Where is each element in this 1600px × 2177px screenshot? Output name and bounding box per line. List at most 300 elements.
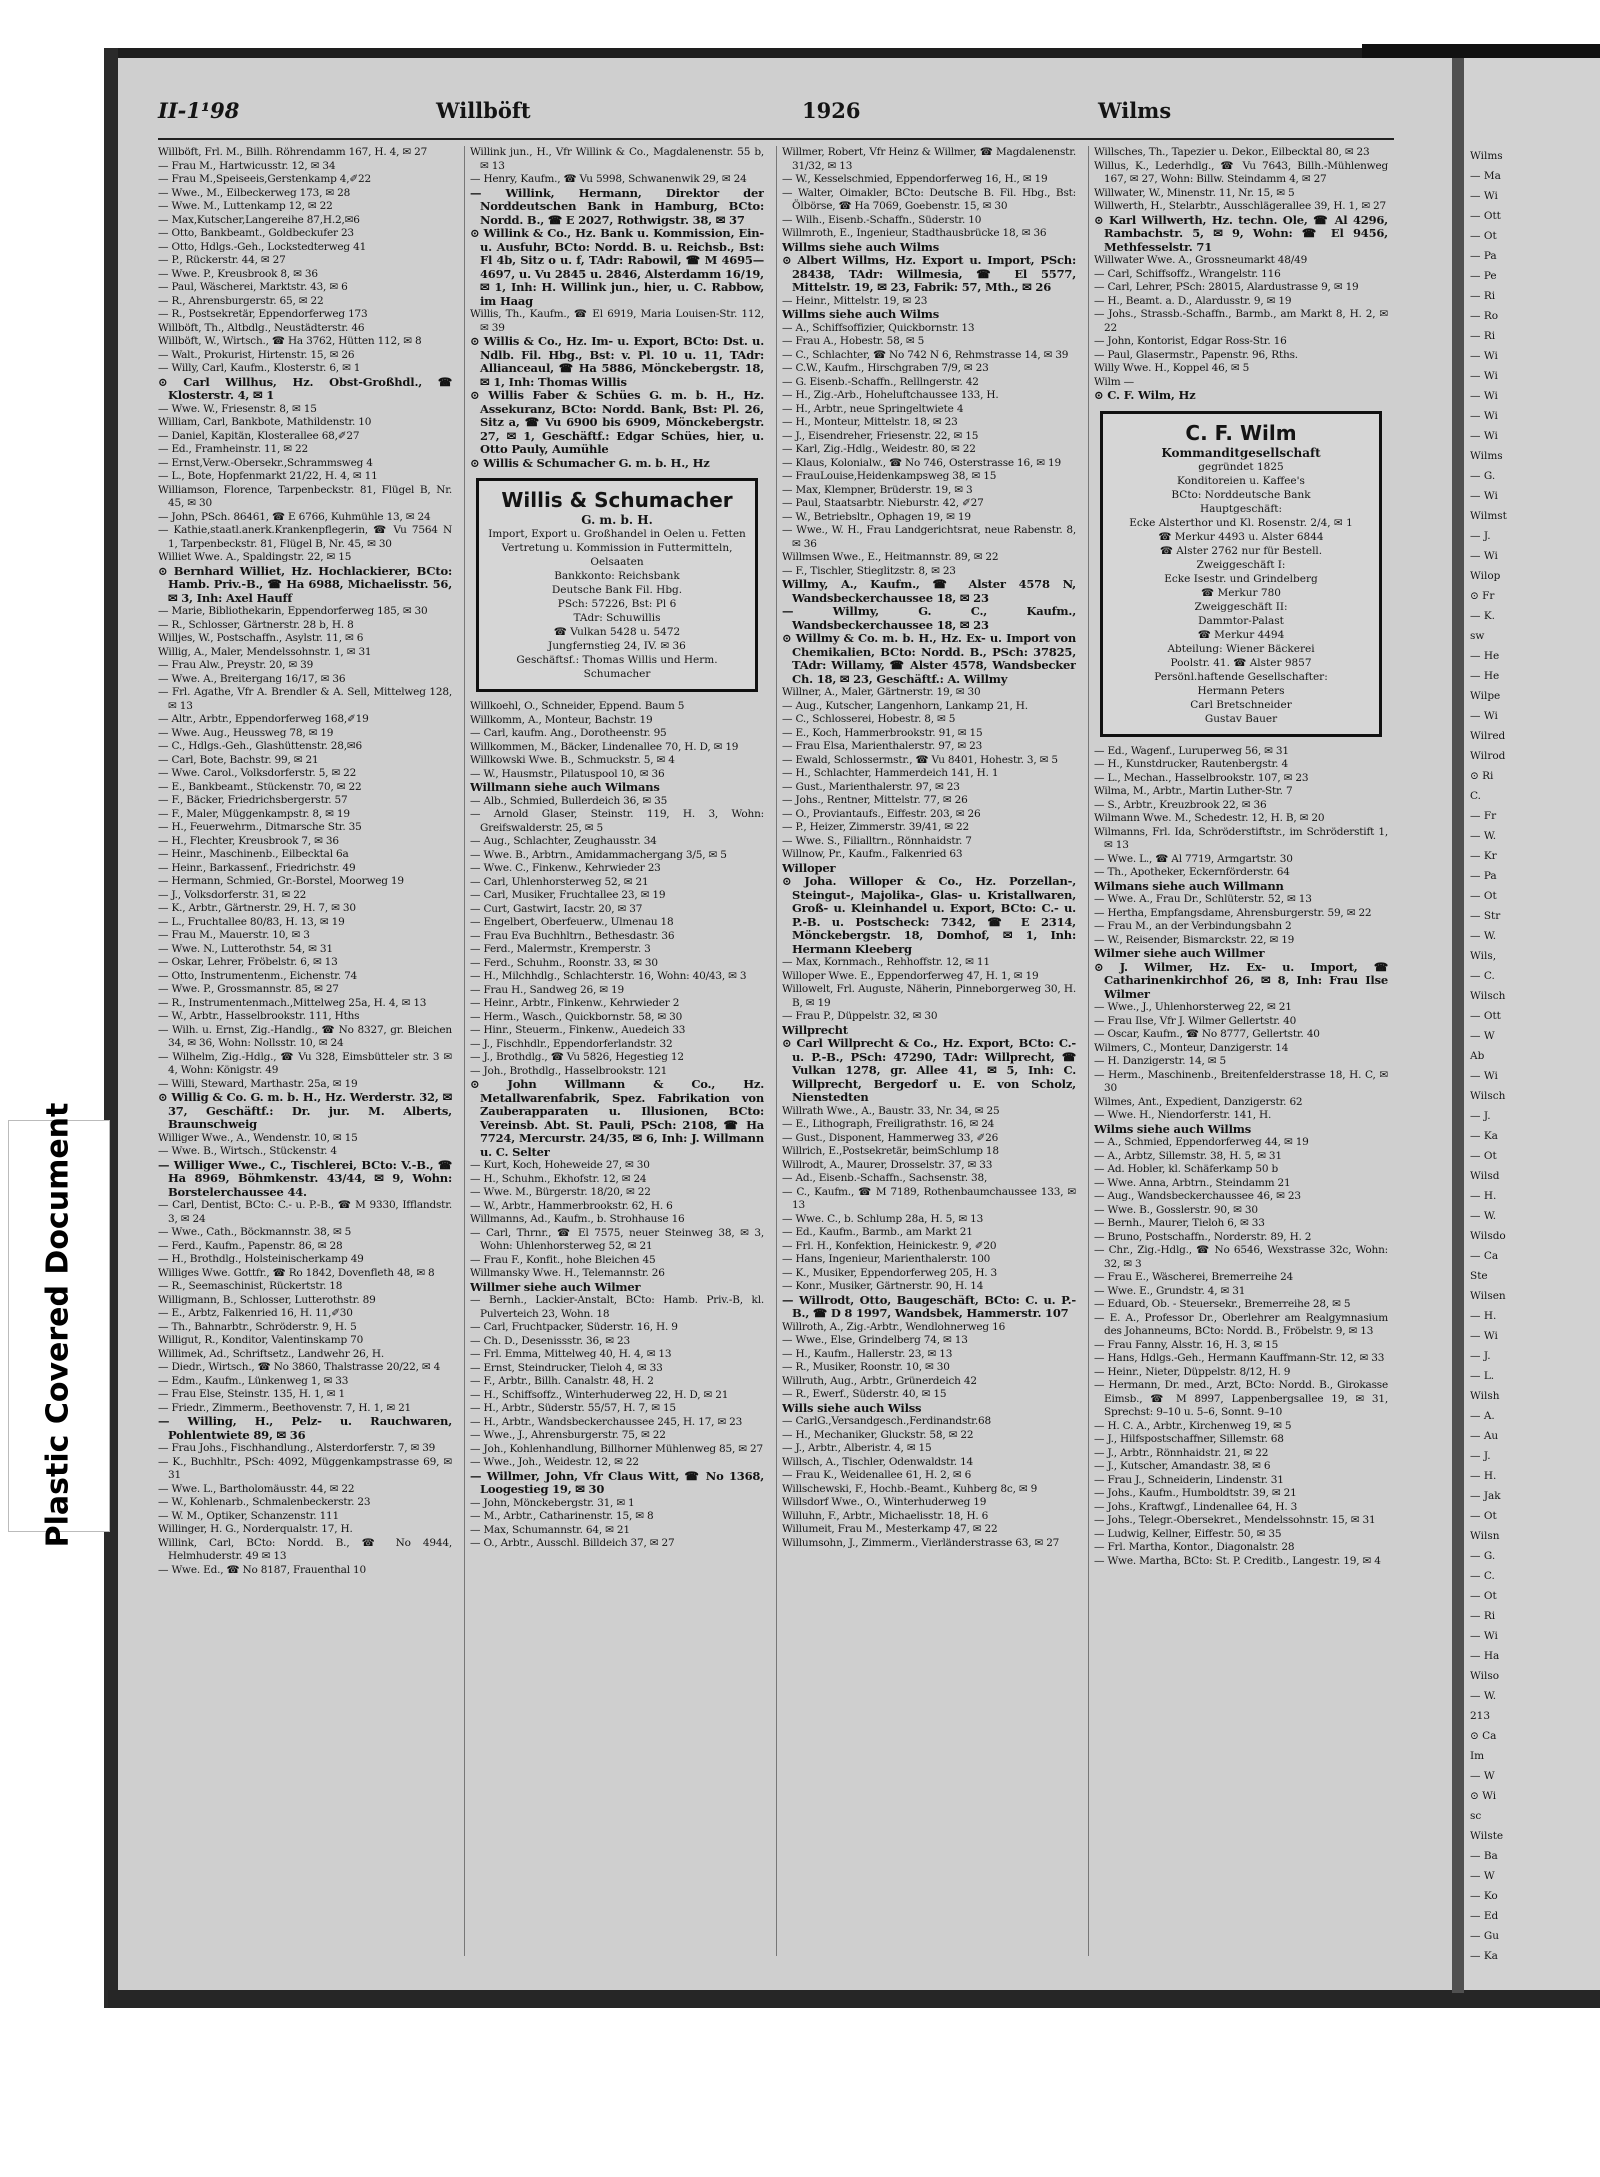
directory-entry: Willms siehe auch Wilms [782, 239, 939, 254]
directory-entry: — Wwe. Aug., Heussweg 78, ✉ 19 [158, 726, 334, 739]
directory-entry: — C., Hdlgs.-Geh., Glashüttenstr. 28,✉6 [158, 740, 362, 752]
next-page-line: — Pe [1470, 270, 1497, 282]
directory-entry: — C., Schlachter, ☎ No 742 N 6, Rehmstrasse 14, ✉ 39 [782, 348, 1069, 361]
next-page-line: — Wi [1470, 1070, 1498, 1082]
directory-entry: — Th., Bahnarbtr., Schröderstr. 9, H. 5 [158, 1320, 357, 1333]
next-page-line: Wilsen [1470, 1290, 1506, 1302]
next-page-line: 213 [1470, 1710, 1491, 1722]
advertisement-line: TAdr: Schuwillis [573, 612, 661, 624]
directory-entry: — W., Reisender, Bismarckstr. 22, ✉ 19 [1094, 933, 1295, 946]
directory-entry: — Frau A., Hobestr. 58, ✉ 5 [782, 335, 925, 347]
next-page-line: — J. [1470, 1450, 1491, 1462]
directory-entry: — K., Musiker, Eppendorferweg 205, H. 3 [782, 1266, 998, 1279]
next-page-line: Wilpe [1470, 690, 1501, 702]
directory-entry: — Carl, Schiffsoffz., Wrangelstr. 116 [1094, 267, 1281, 280]
next-page-line: — J. [1470, 1350, 1491, 1362]
directory-entry: — R., Schlosser, Gärtnerstr. 28 b, H. 8 [158, 618, 354, 631]
directory-entry: Willy Wwe. H., Koppel 46, ✉ 5 [1094, 362, 1250, 374]
next-page-line: Wilsd [1470, 1170, 1500, 1182]
directory-entry: — Johs., Rentner, Mittelstr. 77, ✉ 26 [782, 794, 968, 806]
directory-entry: — Hans, Hdlgs.-Geh., Hermann Kauffmann-Str. 12, ✉ 33 [1094, 1352, 1385, 1364]
directory-entry: — John, Mönckebergstr. 31, ✉ 1 [470, 1496, 635, 1509]
directory-entry: Willner, A., Maler, Gärtnerstr. 19, ✉ 30 [782, 686, 981, 698]
directory-entry: — Kathie,staatl.anerk.Krankenpflegerin, ☎ Vu 7564 N 1, Tarpenbeckstr. 81, Flügel B, Nr. 45, ✉ 30 [158, 524, 452, 550]
directory-entry: — W., Kesselschmied, Eppendorferweg 16, H., ✉ 19 [782, 173, 1048, 185]
directory-entry: — Willrodt, Otto, Baugeschäft, BCto: C. u. P.-B., ☎ D 8 1997, Wandsbek, Hammerstr. 107 [782, 1292, 1076, 1320]
directory-entry: — Diedr., Wirtsch., ☎ No 3860, Thalstrasse 20/22, ✉ 4 [158, 1361, 441, 1373]
directory-entry: — H., Kaufm., Hallerstr. 23, ✉ 13 [782, 1347, 953, 1360]
directory-entry: — Hermann, Schmied, Gr.-Borstel, Moorweg 19 [158, 875, 404, 887]
directory-entry: — Willink, Hermann, Direktor der Norddeutschen Bank in Hamburg, BCto: Nordd. B., ☎ E 2027, Rothwigstr. 38, ✉ 37 [470, 185, 764, 227]
directory-entry: — E., Arbtz, Falkenried 16, H. 11,✐30 [158, 1307, 353, 1319]
next-page-line: — Ot [1470, 1590, 1497, 1602]
directory-entry: — K., Arbtr., Gärtnerstr. 29, H. 7, ✉ 30 [158, 902, 356, 914]
directory-entry: — John, Kontorist, Edgar Ross-Str. 16 [1094, 335, 1287, 347]
directory-entry: Willböft, Frl. M., Billh. Röhrendamm 167, H. 4, ✉ 27 [158, 146, 428, 158]
next-page-line: ⊙ Ri [1470, 770, 1494, 782]
next-page-line: — W. [1470, 830, 1497, 842]
next-page-line: sw [1470, 630, 1485, 642]
directory-entry: — P., Heizer, Zimmerstr. 39/41, ✉ 22 [782, 821, 969, 833]
next-page-line: — Wi [1470, 410, 1498, 422]
directory-entry: — R., Instrumentenmach.,Mittelweg 25a, H. 4, ✉ 13 [158, 996, 427, 1009]
directory-entry: — H., Arbtr., neue Springeltwiete 4 [782, 402, 964, 415]
directory-entry: — Frau H., Sandweg 26, ✉ 19 [470, 983, 625, 996]
directory-entry: — W., Kohlenarb., Schmalenbeckerstr. 23 [158, 1496, 371, 1508]
directory-entry: — H., Arbtr., Wandsbeckerchaussee 245, H. 17, ✉ 23 [470, 1415, 743, 1428]
advertisement-line: Import, Export u. Großhandel in Oelen u. Fetten [488, 528, 746, 540]
directory-entry: Willigmann, B., Schlosser, Lutterothstr. 89 [158, 1293, 376, 1306]
directory-entry: — H., Schlachter, Hammerdeich 141, H. 1 [782, 767, 999, 779]
directory-entry: — H., Brothdlg., Holsteinischerkamp 49 [158, 1253, 364, 1265]
directory-entry: ⊙ Willis & Co., Hz. Im- u. Export, BCto: Dst. u. Ndlb. Fil. Hbg., Bst: v. Pl. 10 u. 11, TAdr: Allianceaul, ☎ Ha 5886, Mönckebergstr. 18, ✉ 1, Inh: Thomas Willis [470, 334, 764, 389]
directory-entry: Willumsohn, J., Zimmerm., Vierländerstrasse 63, ✉ 27 [782, 1536, 1060, 1549]
next-page-line: Wilop [1470, 570, 1501, 582]
directory-entry: Willumeit, Frau M., Mesterkamp 47, ✉ 22 [782, 1523, 998, 1535]
directory-entry: — Hinr., Steuerm., Finkenw., Auedeich 33 [470, 1024, 686, 1036]
directory-entry: — Frl. H., Konfektion, Heinickestr. 9, ✐20 [782, 1239, 997, 1252]
advertisement-line: Dammtor-Palast [1198, 614, 1284, 627]
next-page-line: Wilred [1470, 730, 1506, 742]
next-page-line: Wils, [1470, 950, 1497, 962]
directory-entry: — Wwe. P., Kreusbrook 8, ✉ 36 [158, 267, 318, 280]
directory-entry: — Karl, Zig.-Hdlg., Weidestr. 80, ✉ 22 [782, 443, 976, 455]
directory-entry: ⊙ Willig & Co. G. m. b. H., Hz. Werderstr. 32, ✉ 37, Geschäftf.: Dr. jur. M. Alberts, Braunschweig [158, 1090, 452, 1131]
directory-entry: — Ludwig, Kellner, Eiffestr. 50, ✉ 35 [1094, 1527, 1282, 1540]
directory-entry: — Ferd., Malermstr., Kremperstr. 3 [470, 943, 651, 955]
directory-entry: Willinger, H. G., Norderqualstr. 17, H. [158, 1523, 353, 1535]
directory-entry: — Alb., Schmied, Bullerdeich 36, ✉ 35 [470, 794, 668, 807]
directory-entry: — Wilhelm, Zig.-Hdlg., ☎ Vu 328, Eimsbütteler str. 3 ✉ 4, Wohn: Königstr. 49 [158, 1050, 452, 1076]
next-page-line: — Ot [1470, 1510, 1497, 1522]
directory-entry: Willuhn, F., Arbtr., Michaelisstr. 18, H. 6 [782, 1509, 989, 1522]
directory-entry: — E., Bankbeamt., Stückenstr. 70, ✉ 22 [158, 780, 362, 793]
advertisement-subtitle: G. m. b. H. [581, 513, 653, 527]
next-page-line: — Ot [1470, 230, 1497, 242]
directory-entry: — Hertha, Empfangsdame, Ahrensburgerstr. 59, ✉ 22 [1094, 906, 1372, 919]
directory-entry: — R., Ahrensburgerstr. 65, ✉ 22 [158, 294, 324, 307]
next-page-line: — C. [1470, 1570, 1495, 1582]
directory-entry: — W., Arbtr., Hasselbrookstr. 111, Hths [158, 1010, 360, 1022]
next-page-sliver [1464, 58, 1600, 1990]
plastic-label-text: Plastic Covered Document [40, 1102, 76, 1548]
directory-entry: — Wwe. B., Gosslerstr. 90, ✉ 30 [1094, 1203, 1258, 1216]
next-page-line: — Ba [1470, 1850, 1498, 1862]
directory-entry: — Heinr., Nieter, Düppelstr. 8/12, H. 9 [1094, 1365, 1291, 1378]
directory-entry: — H., Zig.-Arb., Hoheluftchaussee 133, H. [782, 389, 999, 401]
next-page-line: sc [1470, 1810, 1482, 1822]
directory-entry: — Willy, Carl, Kaufm., Klosterstr. 6, ✉ 1 [158, 362, 361, 374]
directory-entry: — Ed., Framheinstr. 11, ✉ 22 [158, 443, 308, 455]
next-page-line: — Ma [1470, 170, 1501, 182]
advertisement-line: Zweiggeschäft II: [1194, 600, 1288, 613]
directory-entry: Wilmes, Ant., Expedient, Danzigerstr. 62 [1094, 1095, 1303, 1108]
directory-entry: Willimek, Ad., Schriftsetz., Landwehr 26, H. [158, 1347, 385, 1360]
directory-entry: — Frau K., Weidenallee 61, H. 2, ✉ 6 [782, 1469, 972, 1481]
next-page-line: Wilmst [1470, 510, 1507, 522]
directory-entry: — J., Volksdorferstr. 31, ✉ 22 [158, 888, 307, 901]
directory-entry: — Otto, Instrumentenm., Eichenstr. 74 [158, 969, 358, 982]
directory-entry: Willmer, Robert, Vfr Heinz & Willmer, ☎ Magdalenenstr. 31/32, ✉ 13 [782, 146, 1076, 172]
column-divider [776, 146, 777, 1956]
directory-entry: — Aug., Schlachter, Zeughausstr. 34 [470, 835, 657, 847]
directory-entry: — Wwe. L., ☎ Al 7719, Armgartstr. 30 [1094, 852, 1293, 865]
next-page-line: — K. [1470, 610, 1496, 622]
directory-entry: — Heinr., Arbtr., Finkenw., Kehrwieder 2 [470, 997, 680, 1009]
page-gutter [1452, 58, 1464, 1993]
next-page-line: — Wi [1470, 490, 1498, 502]
directory-entry: Willkommen, M., Bäcker, Lindenallee 70, H. D, ✉ 19 [470, 740, 739, 753]
advertisement-line: ☎ Merkur 4494 [1197, 628, 1285, 641]
directory-entry: — Hermann, Dr. med., Arzt, BCto: Nordd. B., Girokasse Eimsb., ☎ M 8997, Lappenbergsallee 19, ✉ 31, Sprechst: 9–10 u. 5–6, Sonnt. 9–10 [1094, 1379, 1388, 1418]
advertisement-line: ☎ Merkur 4493 u. Alster 6844 [1158, 530, 1324, 543]
directory-entry: Willroth, A., Zig.-Arbtr., Wendlohnerweg 16 [782, 1320, 1006, 1333]
directory-entry: — W., Arbtr., Hammerbrookstr. 62, H. 6 [470, 1199, 673, 1212]
advertisement-line: gegründet 1825 [1198, 460, 1284, 473]
directory-entry: Willkowski Wwe. B., Schmuckstr. 5, ✉ 4 [470, 754, 675, 766]
advertisement-line: PSch: 57226, Bst: Pl 6 [557, 598, 677, 610]
directory-entry: — Frau M.,Speiseeis,Gerstenkamp 4,✐22 [158, 173, 371, 185]
directory-entry: — H., Milchhdlg., Schlachterstr. 16, Wohn: 40/43, ✉ 3 [470, 970, 747, 982]
scan-edge-left [104, 48, 118, 2008]
directory-entry: — H., Mechaniker, Gluckstr. 58, ✉ 22 [782, 1428, 974, 1441]
directory-entry: — Wwe. N., Lutterothstr. 54, ✉ 31 [158, 942, 333, 955]
directory-entry: — H., Arbtr., Süderstr. 55/57, H. 7, ✉ 15 [470, 1402, 676, 1414]
next-page-line: — W [1470, 1030, 1495, 1042]
advertisement-line: Bankkonto: Reichsbank [554, 570, 680, 582]
directory-entry: Willowelt, Frl. Auguste, Näherin, Pinneborgerweg 30, H. B, ✉ 19 [782, 983, 1076, 1009]
directory-entry: — F., Arbtr., Billh. Canalstr. 48, H. 2 [470, 1375, 654, 1387]
next-page-line: — Ri [1470, 330, 1496, 342]
directory-entry: — Frau Alw., Preystr. 20, ✉ 39 [158, 659, 314, 671]
advertisement-subtitle: Kommanditgesellschaft [1161, 445, 1321, 460]
directory-entry: — Ferd., Schuhm., Roonstr. 33, ✉ 30 [470, 956, 658, 969]
directory-entry: Wilmans siehe auch Willmann [1094, 878, 1284, 893]
directory-entry: — Wwe. Martha, BCto: St. P. Creditb., Langestr. 19, ✉ 4 [1094, 1554, 1381, 1567]
directory-entry: — Heinr., Mittelstr. 19, ✉ 23 [782, 294, 928, 307]
next-page-line: — Ot [1470, 890, 1497, 902]
directory-entry: — Wwe. C., b. Schlump 28a, H. 5, ✉ 13 [782, 1212, 984, 1225]
next-page-line: Wilsn [1470, 1530, 1500, 1542]
next-page-line: Ste [1470, 1270, 1488, 1282]
directory-entry: Willus, K., Lederhdlg., ☎ Vu 7643, Billh.-Mühlenweg 167, ✉ 27, Wohn: Billw. Steindamm 4, ✉ 27 [1094, 159, 1388, 185]
directory-entry: — L., Bote, Hopfenmarkt 21/22, H. 4, ✉ 11 [158, 470, 378, 482]
directory-entry: Willrich, E.,Postsekretär, beimSchlump 18 [782, 1145, 999, 1157]
directory-entry: — Frau Ilse, Vfr J. Wilmer Gellertstr. 40 [1094, 1014, 1297, 1027]
directory-entry: — Curt, Gastwirt, Iacstr. 20, ✉ 37 [470, 902, 643, 915]
directory-entry: — Wwe., J., Ahrensburgerstr. 75, ✉ 22 [470, 1429, 666, 1441]
directory-entry: ⊙ John Willmann & Co., Hz. Metallwarenfabrik, Spez. Fabrikation von Zauberapparaten u. Illusionen, BCto: Vereinsb. Abt. St. Pauli, PSch: 2108, ☎ Ha 7724, Mercurstr. 24/35, ✉ 6, Inh: J. Willmann u. C. Selter [470, 1077, 764, 1159]
directory-entry: Willböft, Th., Altbdlg., Neustädterstr. 46 [158, 321, 365, 334]
directory-entry: — Marie, Bibliothekarin, Eppendorferweg 185, ✉ 30 [158, 605, 428, 617]
next-page-line: — Ri [1470, 1610, 1496, 1622]
directory-entry: Willsches, Th., Tapezier u. Dekor., Eilbecktal 80, ✉ 23 [1094, 146, 1370, 158]
directory-entry: — Paul, Glasermstr., Papenstr. 96, Rths. [1094, 348, 1298, 361]
directory-entry: ⊙ Bernhard Williet, Hz. Hochlackierer, BCto: Hamb. Priv.-B., ☎ Ha 6988, Michaelisstr. 56, ✉ 3, Inh: Axel Hauff [158, 563, 452, 605]
directory-entry: — Johs., Kaufm., Humboldtstr. 39, ✉ 21 [1094, 1487, 1297, 1499]
directory-entry: Willböft, W., Wirtsch., ☎ Ha 3762, Hütten 112, ✉ 8 [158, 335, 422, 347]
directory-entry: Willmsen Wwe., E., Heitmannstr. 89, ✉ 22 [782, 551, 999, 563]
directory-entry: Willwater Wwe. A., Grossneumarkt 48/49 [1094, 254, 1308, 266]
directory-entry: — Ad., Eisenb.-Schaffn., Sachsenstr. 38, [782, 1172, 988, 1184]
advertisement-box [1100, 411, 1382, 737]
directory-entry: Wilmer siehe auch Willmer [1094, 946, 1265, 960]
directory-entry: Wilmanns, Frl. Ida, Schröderstiftstr., im Schröderstift 1, ✉ 13 [1094, 825, 1388, 851]
directory-entry: Willmroth, E., Ingenieur, Stadthausbrücke 18, ✉ 36 [782, 227, 1047, 239]
directory-entry: — Wwe. L., Bartholomäusstr. 44, ✉ 22 [158, 1482, 355, 1495]
directory-entry: — Frau J., Schneiderin, Lindenstr. 31 [1094, 1473, 1284, 1486]
next-page-line: — W [1470, 1870, 1495, 1882]
next-page-line: Wilms [1470, 450, 1503, 462]
advertisement-line: Persönl.haftende Gesellschafter: [1154, 670, 1328, 683]
directory-entry: — M., Arbtr., Catharinenstr. 15, ✉ 8 [470, 1510, 654, 1522]
next-page-line: — G. [1470, 470, 1496, 482]
next-page-line: — Ca [1470, 1250, 1499, 1262]
directory-entry: Willink jun., H., Vfr Willink & Co., Magdalenenstr. 55 b, ✉ 13 [470, 146, 764, 172]
directory-entry: — J., Kutscher, Amandastr. 38, ✉ 6 [1094, 1460, 1271, 1472]
directory-entry: Williamson, Florence, Tarpenbeckstr. 81, Flügel B, Nr. 45, ✉ 30 [158, 483, 452, 509]
directory-entry: Wilma, M., Arbtr., Martin Luther-Str. 7 [1094, 785, 1293, 797]
directory-entry: — Carl, Musiker, Fruchtallee 23, ✉ 19 [470, 889, 666, 901]
directory-column-1 [158, 146, 452, 1966]
directory-entry: — Engelbert, Oberfeuerw., Ulmenau 18 [470, 916, 674, 928]
directory-entry: — Ewald, Schlossermstr., ☎ Vu 8401, Hohestr. 3, ✉ 5 [782, 753, 1058, 766]
directory-entry: — Carl, Uhlenhorsterweg 52, ✉ 21 [470, 875, 649, 888]
next-page-line: Wilso [1470, 1670, 1500, 1682]
directory-entry: ⊙ Willink & Co., Hz. Bank u. Kommission, Ein- u. Ausfuhr, BCto: Nordd. B. u. Reichsb., Bst: Fl 4b, Sitz o u. f, TAdr: Rabowil, ☎ M 4695—4697, u. Vu 2845 u. 2846, Alsterdamm 16/19, ✉ 1, Inh: H. Willink jun., hier, u. C. Rabbow, im Haag [470, 226, 764, 308]
directory-entry: — Wwe. E., Grundstr. 4, ✉ 31 [1094, 1284, 1246, 1297]
directory-entry: — Johs., Telegr.-Obersekret., Mendelssohnstr. 15, ✉ 31 [1094, 1514, 1376, 1526]
next-page-line: — Ka [1470, 1130, 1498, 1142]
next-page-line: — Jak [1470, 1490, 1501, 1502]
directory-entry: Willjes, W., Postschaffn., Asylstr. 11, ✉ 6 [158, 632, 364, 644]
directory-entry: — Wwe. Ed., ☎ No 8187, Frauenthal 10 [158, 1563, 366, 1576]
directory-entry: — Kurt, Koch, Hoheweide 27, ✉ 30 [470, 1159, 650, 1171]
directory-entry: — R., Musiker, Roonstr. 10, ✉ 30 [782, 1361, 950, 1373]
advertisement-line: ☎ Vulkan 5428 u. 5472 [553, 626, 681, 638]
directory-entry: — Wwe. M., Bürgerstr. 18/20, ✉ 22 [470, 1186, 651, 1198]
directory-entry: — E., Lithograph, Freiligrathstr. 16, ✉ 24 [782, 1118, 995, 1130]
directory-entry: — H., Beamt. a. D., Alardusstr. 9, ✉ 19 [1094, 294, 1292, 307]
directory-entry: — L., Mechan., Hasselbrookstr. 107, ✉ 23 [1094, 771, 1309, 784]
directory-entry: — H., Kunstdrucker, Rautenbergstr. 4 [1094, 758, 1288, 770]
directory-page [118, 58, 1452, 1990]
directory-entry: — R., Seemaschinist, Rückertstr. 18 [158, 1280, 343, 1292]
directory-entry: — Wwe., Else, Grindelberg 74, ✉ 13 [782, 1334, 968, 1346]
next-page-line: — C. [1470, 970, 1495, 982]
directory-entry: — R., Ewerf., Süderstr. 40, ✉ 15 [782, 1388, 947, 1400]
directory-entry: — Wwe. A., Breitergang 16/17, ✉ 36 [158, 672, 346, 685]
directory-entry: — Altr., Arbtr., Eppendorferweg 168,✐19 [158, 713, 369, 725]
directory-entry: — Otto, Hdlgs.-Geh., Lockstedterweg 41 [158, 240, 367, 253]
directory-entry: — Frau Johs., Fischhandlung., Alsterdorferstr. 7, ✉ 39 [158, 1442, 436, 1454]
directory-entry: — Ernst,Verw.-Obersekr.,Schrammsweg 4 [158, 456, 373, 469]
next-page-line: ⊙ Fr [1470, 590, 1495, 602]
directory-entry: — Wwe., Joh., Weidestr. 12, ✉ 22 [470, 1456, 639, 1468]
header-rule [158, 138, 1394, 140]
directory-entry: Wilmers, C., Monteur, Danzigerstr. 14 [1094, 1041, 1289, 1054]
directory-entry: Willnow, Pr., Kaufm., Falkenried 63 [782, 848, 963, 860]
directory-entry: — Frl. Emma, Mittelweg 40, H. 4, ✉ 13 [470, 1348, 672, 1360]
next-page-line: — H. [1470, 1470, 1497, 1482]
directory-entry: — F., Tischler, Stieglitzstr. 8, ✉ 23 [782, 564, 956, 577]
directory-entry: — Frau M., Hartwicusstr. 12, ✉ 34 [158, 159, 336, 172]
advertisement-line: Poolstr. 41. ☎ Alster 9857 [1170, 656, 1312, 669]
directory-entry: ⊙ J. Wilmer, Hz. Ex- u. Import, ☎ Catharinenkirchhof 26, ✉ 8, Inh: Frau Ilse Wilmer [1094, 959, 1388, 1001]
directory-entry: — Johs., Strassb.-Schaffn., Barmb., am Markt 8, H. 2, ✉ 22 [1094, 308, 1388, 334]
directory-entry: — Ernst, Steindrucker, Tieloh 4, ✉ 33 [470, 1361, 663, 1374]
directory-entry: Wilms siehe auch Willms [1094, 1121, 1251, 1136]
directory-entry: — Eduard, Ob. - Steuersekr., Bremerreihe 28, ✉ 5 [1094, 1298, 1351, 1310]
directory-entry: — Frau Elsa, Marienthalerstr. 97, ✉ 23 [782, 740, 983, 752]
directory-entry: — Hans, Ingenieur, Marienthalerstr. 100 [782, 1253, 991, 1265]
column-divider [464, 146, 465, 1956]
next-page-line: — A. [1470, 1410, 1495, 1422]
directory-entry: — Walt., Prokurist, Hirtenstr. 15, ✉ 26 [158, 348, 355, 361]
directory-entry: — H., Feuerwehrm., Ditmarsche Str. 35 [158, 821, 362, 833]
directory-entry: Willwater, W., Minenstr. 11, Nr. 15, ✉ 5 [1094, 186, 1295, 199]
directory-entry: — Frau M., an der Verbindungsbahn 2 [1094, 920, 1292, 932]
directory-entry: — Frl. Martha, Kontor., Diagonalstr. 28 [1094, 1541, 1295, 1553]
directory-entry: — FrauLouise,Heidenkampsweg 38, ✉ 15 [782, 470, 997, 482]
directory-entry: — Klaus, Kolonialw., ☎ No 746, Osterstrasse 16, ✉ 19 [782, 456, 1061, 469]
next-page-line: Wilsh [1470, 1390, 1500, 1402]
page-number: II-1¹98 [158, 98, 240, 123]
next-page-line: — Wi [1470, 1330, 1498, 1342]
next-page-line: Wilste [1470, 1830, 1504, 1842]
directory-entry: — A., Schmied, Eppendorferweg 44, ✉ 19 [1094, 1136, 1309, 1148]
directory-entry: — Carl, Lehrer, PSch: 28015, Alardustrasse 9, ✉ 19 [1094, 281, 1359, 293]
directory-entry: — Frau E., Wäscherei, Bremerreihe 24 [1094, 1271, 1294, 1283]
directory-entry: ⊙ Carl Willprecht & Co., Hz. Export, BCto: C.- u. P.-B., PSch: 47290, TAdr: Willprecht, ☎ Vulkan 1278, gr. Allee 41, ✉ 5, Inh: C. Willprecht, Bergedorf u. E. von Scholz, Nienstedten [782, 1036, 1076, 1104]
directory-entry: — Wwe. H., Niendorferstr. 141, H. [1094, 1109, 1272, 1121]
directory-entry: — Wwe., Cath., Böckmannstr. 38, ✉ 5 [158, 1226, 352, 1238]
directory-entry: — F., Bäcker, Friedrichsbergerstr. 57 [158, 794, 348, 806]
directory-entry: — Wwe. M., Luttenkamp 12, ✉ 22 [158, 200, 333, 212]
next-page-line: — Fr [1470, 810, 1497, 822]
advertisement-line: ☎ Alster 2762 nur für Bestell. [1159, 544, 1323, 557]
directory-entry: — H., Flechter, Kreusbrook 7, ✉ 36 [158, 834, 339, 847]
directory-entry: — S., Arbtr., Kreuzbrook 22, ✉ 36 [1094, 798, 1267, 811]
directory-entry: — Max, Schumannstr. 64, ✉ 21 [470, 1523, 630, 1536]
next-page-line: — He [1470, 650, 1500, 662]
directory-entry: — F., Maler, Müggenkampstr. 8, ✉ 19 [158, 807, 350, 820]
directory-entry: Wilmann Wwe. M., Schedestr. 12, H. B, ✉ 20 [1094, 812, 1325, 824]
directory-entry: Wills siehe auch Wilss [782, 1400, 922, 1415]
directory-entry: — Paul, Wäscherei, Marktstr. 43, ✉ 6 [158, 281, 348, 293]
directory-entry: ⊙ Carl Willhus, Hz. Obst-Großhdl., ☎ Klosterstr. 4, ✉ 1 [158, 374, 452, 402]
directory-entry: Willig, A., Maler, Mendelssohnstr. 1, ✉ 31 [158, 645, 372, 658]
page-header [158, 98, 1388, 128]
next-page-line: Wilrod [1470, 750, 1506, 762]
directory-entry: Willink, Carl, BCto: Nordd. B., ☎ No 4944, Helmhuderstr. 49 ✉ 13 [158, 1536, 452, 1562]
directory-entry: Willkomm, A., Monteur, Bachstr. 19 [470, 713, 653, 726]
directory-entry: — Oskar, Lehrer, Fröbelstr. 6, ✉ 13 [158, 956, 338, 968]
directory-entry: ⊙ Willis & Schumacher G. m. b. H., Hz [470, 455, 710, 470]
next-page-line: — H. [1470, 1310, 1497, 1322]
directory-entry: — E. A., Professor Dr., Oberlehrer am Realgymnasium des Johanneums, BCto: Nordd. B., Fröbelstr. 9, ✉ 13 [1094, 1311, 1388, 1337]
directory-entry: — A., Schiffsoffizier, Quickbornstr. 13 [782, 321, 975, 334]
directory-entry: — Carl, Fruchtpacker, Süderstr. 16, H. 9 [470, 1321, 678, 1333]
directory-entry: — Frau F., Konfit., hohe Bleichen 45 [470, 1253, 656, 1266]
directory-entry: — Carl, kaufm. Ang., Dorotheenstr. 95 [470, 727, 667, 739]
next-page-line: — Ed [1470, 1910, 1499, 1922]
directory-entry: Willrodt, A., Maurer, Drosselstr. 37, ✉ 33 [782, 1158, 993, 1171]
directory-entry: — Frau Else, Steinstr. 135, H. 1, ✉ 1 [158, 1388, 346, 1400]
directory-entry: ⊙ Joha. Willoper & Co., Hz. Porzellan-, Steingut-, Majolika-, Glas- u. Kristallwaren, Groß- u. Kleinhandel u. Export, BCto: C.- u. P.-B. u. Postscheck: 7342, ☎ E 2314, Mönckebergstr. 18, Domhof, ✉ 1, Inh: Hermann Kleeberg [782, 874, 1076, 956]
directory-entry: — Aug., Wandsbeckerchaussee 46, ✉ 23 [1094, 1190, 1301, 1202]
directory-entry: — Joh., Kohlenhandlung, Billhorner Mühlenweg 85, ✉ 27 [470, 1442, 763, 1455]
directory-entry: — John, PSch. 86461, ☎ E 6766, Kuhmühle 13, ✉ 24 [158, 510, 431, 523]
directory-entry: — Willing, H., Pelz- u. Rauchwaren, Pohlentwiete 89, ✉ 36 [158, 1414, 452, 1442]
next-page-line: — Wi [1470, 350, 1498, 362]
directory-entry: — Max, Kornmach., Rehhoffstr. 12, ✉ 11 [782, 956, 990, 968]
directory-entry: Willmann siehe auch Wilmans [470, 780, 660, 794]
directory-entry: — Wwe. P., Grossmannstr. 85, ✉ 27 [158, 983, 339, 995]
directory-entry: — Oscar, Kaufm., ☎ No 8777, Gellertstr. 40 [1094, 1028, 1320, 1040]
directory-entry: — Ad. Hobler, kl. Schäferkamp 50 b [1094, 1163, 1278, 1175]
directory-entry: — J., Arbtr., Alberistr. 4, ✉ 15 [782, 1442, 932, 1454]
directory-entry: — C., Kaufm., ☎ M 7189, Rothenbaumchaussee 133, ✉ 13 [782, 1185, 1076, 1211]
advertisement-line: BCto: Norddeutsche Bank [1171, 488, 1311, 501]
directory-entry: — Heinr., Barkassenf., Friedrichstr. 49 [158, 861, 356, 874]
directory-entry: Willruth, Aug., Arbtr., Grünerdeich 42 [782, 1374, 977, 1387]
directory-entry: Willsdorf Wwe., O., Winterhuderweg 19 [782, 1496, 987, 1508]
next-page-line: Wilms [1470, 150, 1503, 162]
next-page-line: — Wi [1470, 710, 1498, 722]
directory-entry: — Carl, Bote, Bachstr. 99, ✉ 21 [158, 753, 319, 766]
directory-entry: — Wilh. u. Ernst, Zig.-Handlg., ☎ No 8327, gr. Bleichen 34, ✉ 36, Wohn: Nollsstr. 10, ✉ 24 [158, 1023, 452, 1049]
directory-entry: — H., Monteur, Mittelstr. 18, ✉ 23 [782, 416, 958, 428]
directory-entry: — C., Schlosserei, Hobestr. 8, ✉ 5 [782, 713, 956, 725]
directory-entry: — Wwe., W. H., Frau Landgerichtsrat, neue Rabenstr. 8, ✉ 36 [782, 524, 1076, 550]
directory-entry: — Herm., Wasch., Quickbornstr. 58, ✉ 30 [470, 1010, 683, 1023]
directory-entry: — K., Buchhltr., PSch: 4092, Müggenkampstrasse 69, ✉ 31 [158, 1455, 452, 1481]
next-page-line: — J. [1470, 1110, 1491, 1122]
next-page-line: — Kr [1470, 850, 1497, 862]
next-page-line: — Ka [1470, 1950, 1498, 1962]
next-page-line: ⊙ Ca [1470, 1730, 1497, 1742]
directory-entry: Williges Wwe. Gottfr., ☎ Ro 1842, Dovenfleth 48, ✉ 8 [158, 1266, 435, 1279]
directory-entry: — Walter, Oimakler, BCto: Deutsche B. Fil. Hbg., Bst: Ölbörse, ☎ Ha 7069, Goebenstr. 15, ✉ 30 [782, 186, 1076, 212]
next-page-line: Wilsch [1470, 1090, 1506, 1102]
directory-entry: — Wwe., M., Eilbeckerweg 173, ✉ 28 [158, 186, 351, 199]
next-page-line: Wilsch [1470, 990, 1506, 1002]
directory-entry: — J., Fischhdlr., Eppendorferlandstr. 32 [470, 1037, 673, 1050]
directory-entry: ⊙ Willis Faber & Schües G. m. b. H., Hz. Assekuranz, BCto: Nordd. Bank, Bst: Pl. 26, Sitz a, ☎ Vu 6900 bis 6909, Mönckebergstr. 27, ✉ 1, Geschäftf.: Edgar Schües, hier, u. Otto Pauly, Aumühle [470, 388, 764, 456]
directory-entry: — Carl, Dentist, BCto: C.- u. P.-B., ☎ M 9330, Ifflandstr. 3, ✉ 24 [158, 1199, 452, 1225]
directory-entry: — Johs., Kraftwgf., Lindenallee 64, H. 3 [1094, 1500, 1298, 1513]
